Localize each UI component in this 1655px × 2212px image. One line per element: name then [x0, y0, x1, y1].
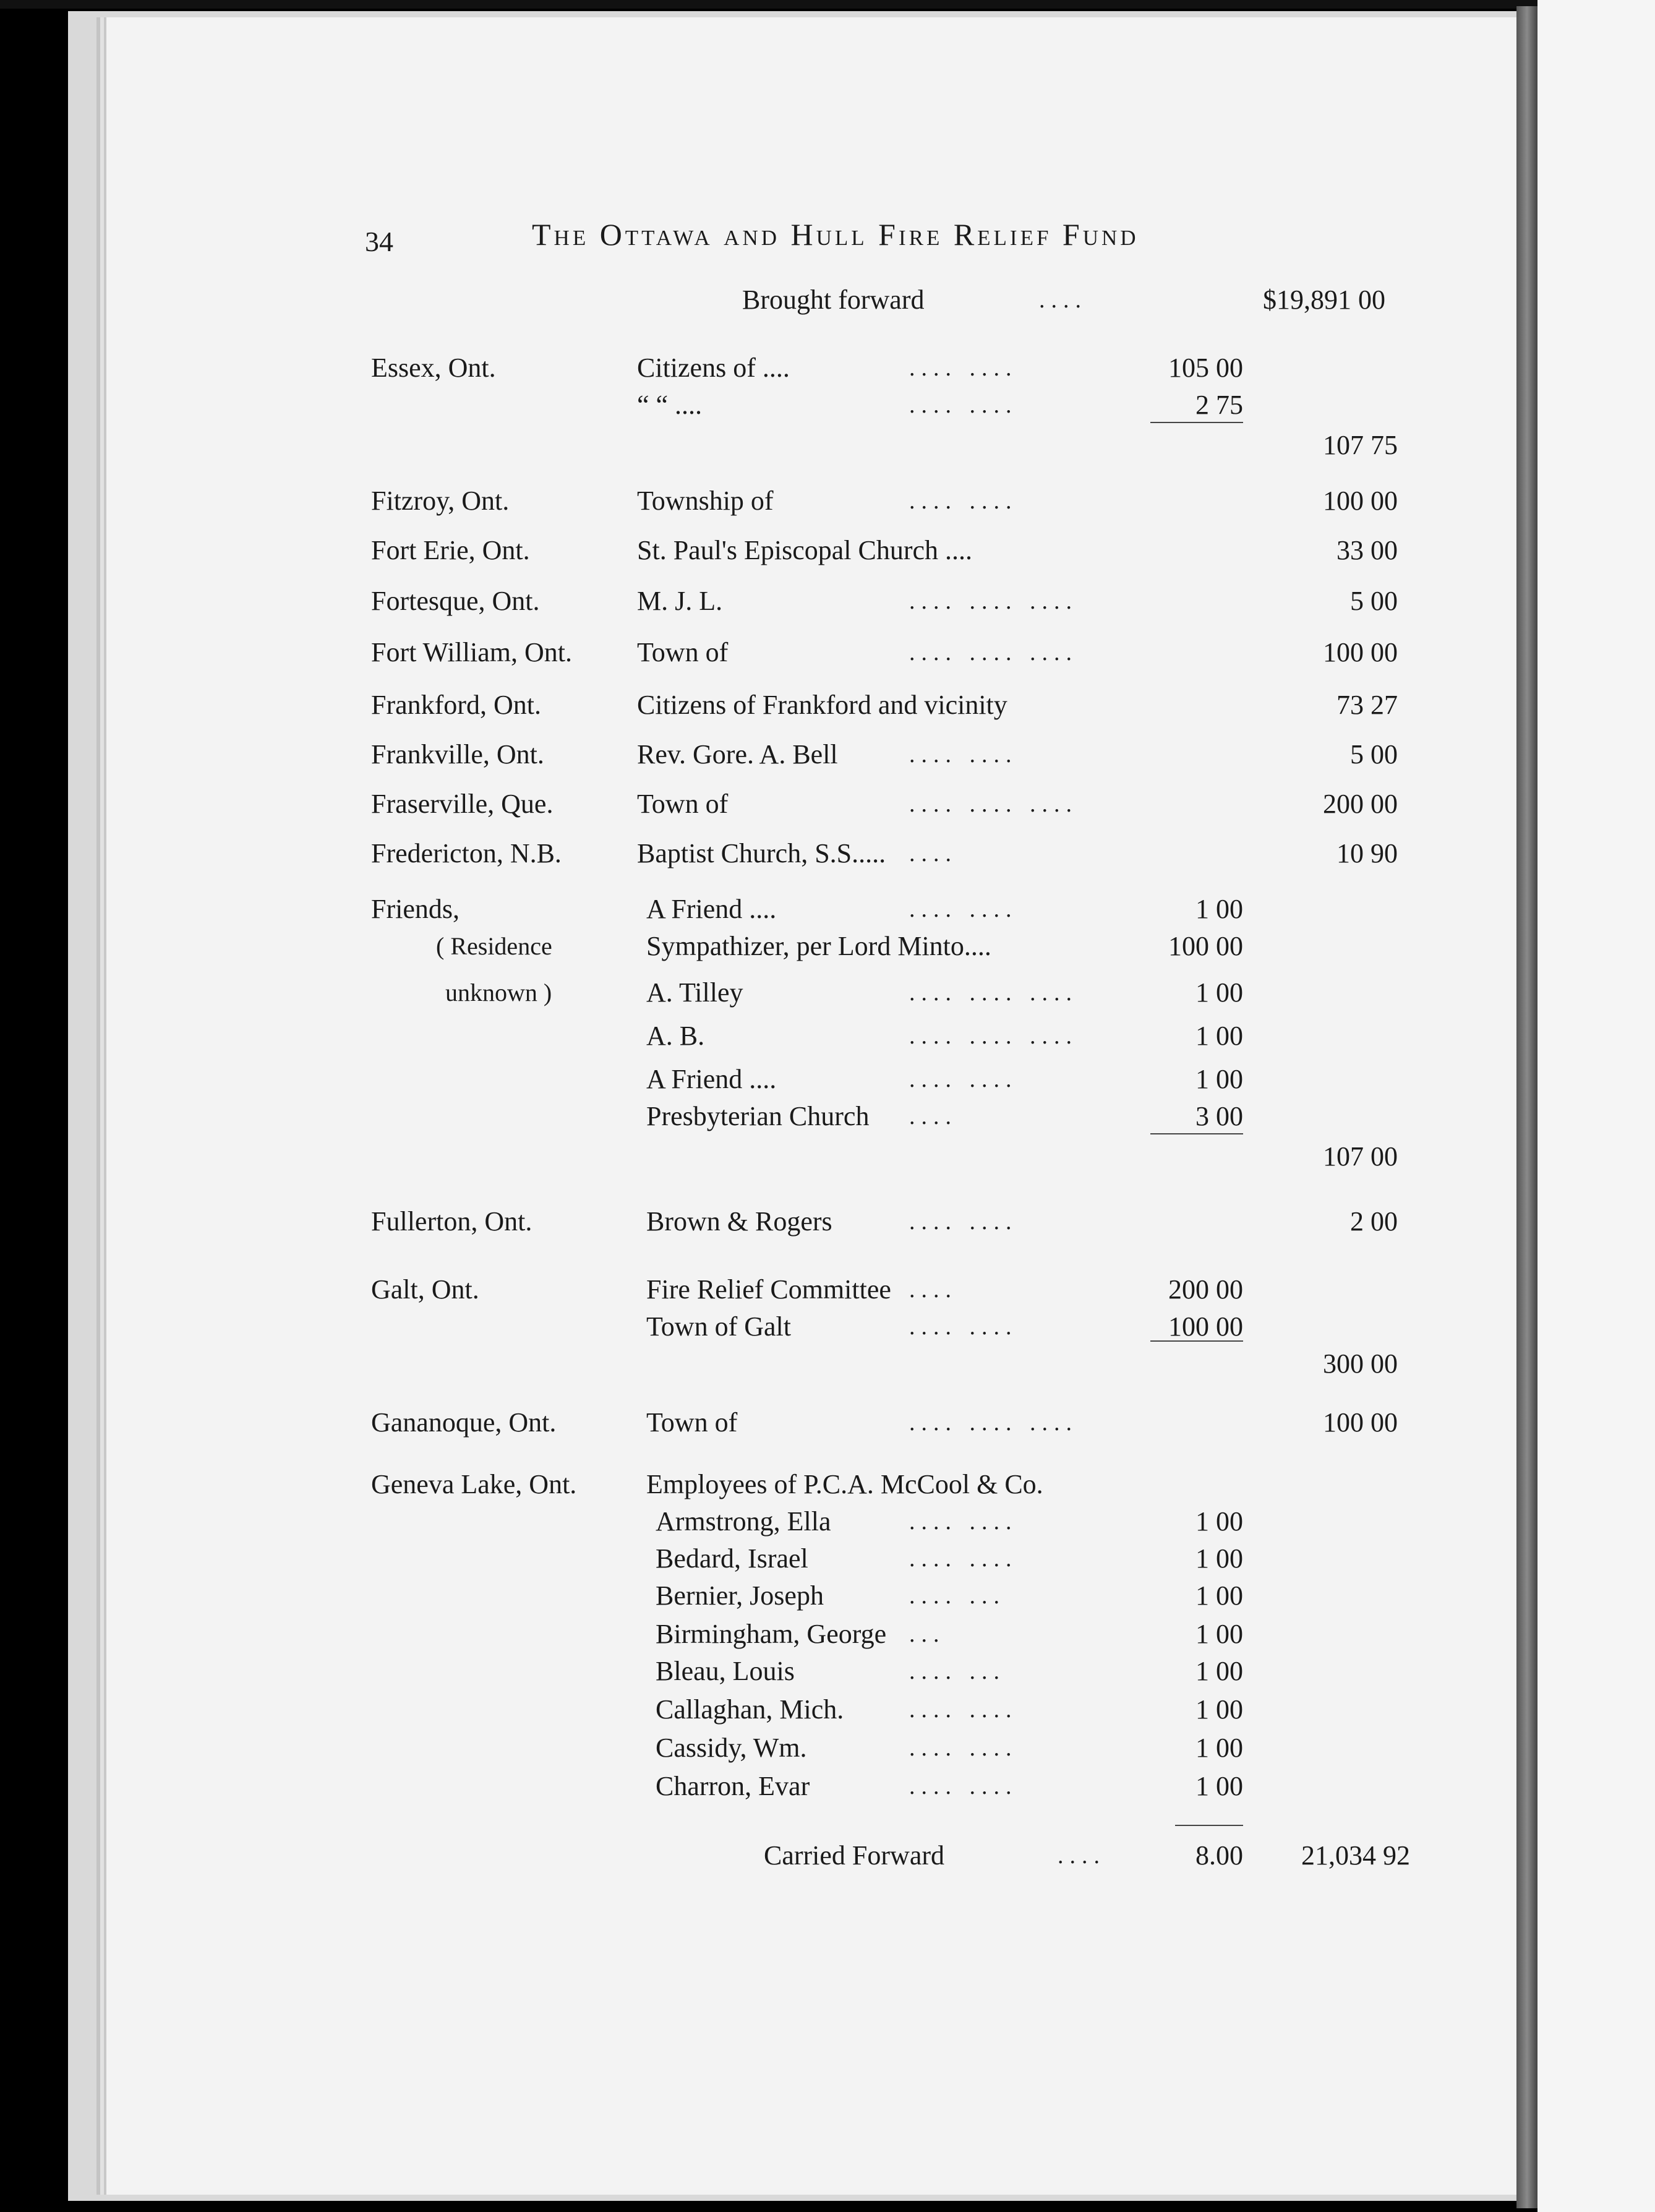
place-name: Fort William, Ont. — [371, 637, 572, 667]
place-name: Friends, — [371, 894, 460, 924]
brought-forward-line — [0, 281, 1655, 319]
ledger-row — [0, 736, 1655, 773]
entry-description: A. B. — [646, 1021, 705, 1051]
leader-dots: .... — [909, 841, 957, 867]
leader-dots: .... .... — [909, 1697, 1018, 1723]
entry-description: M. J. L. — [637, 586, 723, 616]
place-name: ( Residence — [436, 932, 552, 960]
place-name: Galt, Ont. — [371, 1274, 479, 1305]
place-name: Frankford, Ont. — [371, 690, 541, 720]
entry-amount: 200 00 — [1168, 1274, 1243, 1305]
leader-dots: .... .... — [909, 392, 1018, 418]
ledger-row — [0, 1653, 1655, 1690]
ledger-row — [0, 1577, 1655, 1614]
carried-forward-subtotal: 8.00 — [1195, 1840, 1243, 1871]
ledger-row — [0, 786, 1655, 823]
ledger-row — [0, 1616, 1655, 1653]
entry-total: 73 27 — [1336, 690, 1398, 720]
entry-amount: 1 00 — [1195, 1580, 1243, 1611]
entry-description: Citizens of .... — [637, 353, 790, 383]
entry-description: A. Tilley — [646, 977, 743, 1008]
entry-total: 200 00 — [1323, 789, 1398, 819]
page-number: 34 — [365, 226, 393, 257]
place-name: unknown ) — [445, 979, 552, 1006]
entry-description: Callaghan, Mich. — [656, 1694, 844, 1725]
entry-description: Bleau, Louis — [656, 1656, 795, 1686]
brought-forward-total: $19,891 00 — [1263, 285, 1385, 315]
leader-dots: .... .... .... — [909, 640, 1078, 666]
entry-description: Town of — [646, 1407, 738, 1438]
ledger-row — [0, 1061, 1655, 1098]
place-name: Frankville, Ont. — [371, 739, 544, 769]
leader-dots: .... .... .... — [909, 980, 1078, 1006]
entry-amount: 1 00 — [1195, 1619, 1243, 1649]
ledger-row — [0, 1768, 1655, 1805]
leader-dots: .... — [1058, 1843, 1106, 1869]
ledger-row — [0, 482, 1655, 520]
entry-amount: 105 00 — [1168, 353, 1243, 383]
entry-description: Township of — [637, 486, 774, 516]
entry-description: A Friend .... — [646, 1064, 777, 1094]
ledger-row — [0, 974, 1655, 1011]
entry-amount: 1 00 — [1195, 1771, 1243, 1801]
entry-description: Presbyterian Church — [646, 1101, 870, 1131]
entry-description: Citizens of Frankford and vicinity — [637, 690, 1007, 720]
leader-dots: ... — [909, 1621, 946, 1647]
entry-amount: 1 00 — [1195, 1506, 1243, 1537]
entry-amount: 1 00 — [1195, 1064, 1243, 1094]
leader-dots: .... .... — [909, 1735, 1018, 1761]
carried-forward-total: 21,034 92 — [1301, 1840, 1410, 1871]
carried-forward-label: Carried Forward — [764, 1840, 945, 1871]
entry-description: Bernier, Joseph — [656, 1580, 824, 1611]
ledger-row — [0, 1018, 1655, 1055]
ledger-row — [0, 349, 1655, 387]
ledger-row — [0, 687, 1655, 724]
ledger-row — [0, 583, 1655, 620]
ledger-row — [0, 532, 1655, 569]
entry-description: Brown & Rogers — [646, 1206, 832, 1237]
carried-forward-line — [0, 1837, 1655, 1874]
entry-description: Birmingham, George — [656, 1619, 887, 1649]
place-name: Geneva Lake, Ont. — [371, 1469, 577, 1499]
place-name: Essex, Ont. — [371, 353, 496, 383]
entry-description: Cassidy, Wm. — [656, 1733, 807, 1763]
entry-description: Armstrong, Ella — [656, 1506, 831, 1537]
subtotal-rule — [1150, 1133, 1243, 1134]
entry-amount: 1 00 — [1195, 977, 1243, 1008]
entry-description: Town of — [637, 789, 729, 819]
subtotal-rule — [1150, 1340, 1243, 1342]
place-name: Fraserville, Que. — [371, 789, 554, 819]
ledger-row — [0, 1098, 1655, 1135]
entry-description: Sympathizer, per Lord Minto.... — [646, 931, 991, 961]
ledger-row — [0, 1466, 1655, 1503]
subtotal-amount: 107 75 — [1323, 430, 1398, 460]
entry-description: Employees of P.C.A. McCool & Co. — [646, 1469, 1043, 1499]
leader-dots: .... .... — [909, 488, 1018, 514]
place-name: Gananoque, Ont. — [371, 1407, 557, 1438]
place-name: Fort Erie, Ont. — [371, 535, 530, 565]
ledger-row — [0, 427, 1655, 464]
ledger-row — [0, 1271, 1655, 1308]
ledger-row — [0, 1691, 1655, 1728]
ledger-row — [0, 1540, 1655, 1577]
leader-dots: .... .... .... — [909, 1023, 1078, 1049]
entry-description: “ “ .... — [637, 390, 703, 420]
entry-total: 100 00 — [1323, 637, 1398, 667]
ledger-row — [0, 1203, 1655, 1240]
leader-dots: .... .... .... — [909, 791, 1078, 817]
ledger-row — [0, 928, 1655, 965]
entry-total: 33 00 — [1336, 535, 1398, 565]
leader-dots: .... .... — [909, 355, 1018, 381]
entry-description: Bedard, Israel — [656, 1543, 808, 1574]
ledger-row — [0, 1404, 1655, 1441]
ledger-row — [0, 1345, 1655, 1382]
leader-dots: .... .... — [909, 1314, 1018, 1340]
entry-amount: 100 00 — [1168, 931, 1243, 961]
subtotal-rule — [1150, 422, 1243, 423]
brought-forward-label: Brought forward — [742, 285, 925, 315]
leader-dots: .... .... .... — [909, 588, 1078, 614]
leader-dots: .... .... — [909, 1209, 1018, 1235]
entry-amount: 2 75 — [1195, 390, 1243, 420]
entry-amount: 1 00 — [1195, 894, 1243, 924]
subtotal-amount: 107 00 — [1323, 1141, 1398, 1172]
subtotal-amount: 300 00 — [1323, 1348, 1398, 1379]
entry-amount: 100 00 — [1168, 1311, 1243, 1342]
ledger-row — [0, 387, 1655, 424]
leader-dots: .... .... — [909, 896, 1018, 922]
entry-total: 10 90 — [1336, 838, 1398, 868]
entry-amount: 1 00 — [1195, 1733, 1243, 1763]
entry-description: Fire Relief Committee — [646, 1274, 891, 1305]
place-name: Fortesque, Ont. — [371, 586, 540, 616]
ledger-row — [0, 634, 1655, 671]
entry-description: A Friend .... — [646, 894, 777, 924]
ledger-row — [0, 891, 1655, 928]
running-title: The Ottawa and Hull Fire Relief Fund — [532, 217, 1139, 252]
entry-amount: 1 00 — [1195, 1694, 1243, 1725]
entry-amount: 3 00 — [1195, 1101, 1243, 1131]
leader-dots: .... ... — [909, 1658, 1006, 1684]
entry-total: 5 00 — [1350, 586, 1398, 616]
ledger-row — [0, 1730, 1655, 1767]
leader-dots: .... .... — [909, 1773, 1018, 1799]
leader-dots: .... ... — [909, 1583, 1006, 1609]
place-name: Fitzroy, Ont. — [371, 486, 510, 516]
leader-dots: .... — [909, 1277, 957, 1303]
entry-total: 100 00 — [1323, 1407, 1398, 1438]
leader-dots: .... .... — [909, 1066, 1018, 1092]
ledger-row — [0, 1503, 1655, 1540]
place-name: Fredericton, N.B. — [371, 838, 562, 868]
leader-dots: .... .... — [909, 1546, 1018, 1572]
place-name: Fullerton, Ont. — [371, 1206, 532, 1237]
leader-dots: .... — [909, 1104, 957, 1130]
entry-description: Rev. Gore. A. Bell — [637, 739, 838, 769]
leader-dots: .... — [1039, 287, 1087, 313]
entry-description: Town of Galt — [646, 1311, 791, 1342]
ledger-row — [0, 1138, 1655, 1175]
leader-dots: .... .... — [909, 742, 1018, 768]
entry-amount: 1 00 — [1195, 1543, 1243, 1574]
entry-description: Charron, Evar — [656, 1771, 810, 1801]
entry-total: 2 00 — [1350, 1206, 1398, 1237]
carried-forward-rule — [1175, 1825, 1243, 1826]
entry-description: St. Paul's Episcopal Church .... — [637, 535, 973, 565]
entry-total: 5 00 — [1350, 739, 1398, 769]
leader-dots: .... .... — [909, 1509, 1018, 1535]
entry-amount: 1 00 — [1195, 1021, 1243, 1051]
leader-dots: .... .... .... — [909, 1410, 1078, 1436]
ledger-row — [0, 1308, 1655, 1345]
photo-top-edge — [0, 0, 1655, 9]
entry-description: Town of — [637, 637, 729, 667]
entry-amount: 1 00 — [1195, 1656, 1243, 1686]
entry-description: Baptist Church, S.S..... — [637, 838, 886, 868]
entry-total: 100 00 — [1323, 486, 1398, 516]
ledger-row — [0, 835, 1655, 872]
